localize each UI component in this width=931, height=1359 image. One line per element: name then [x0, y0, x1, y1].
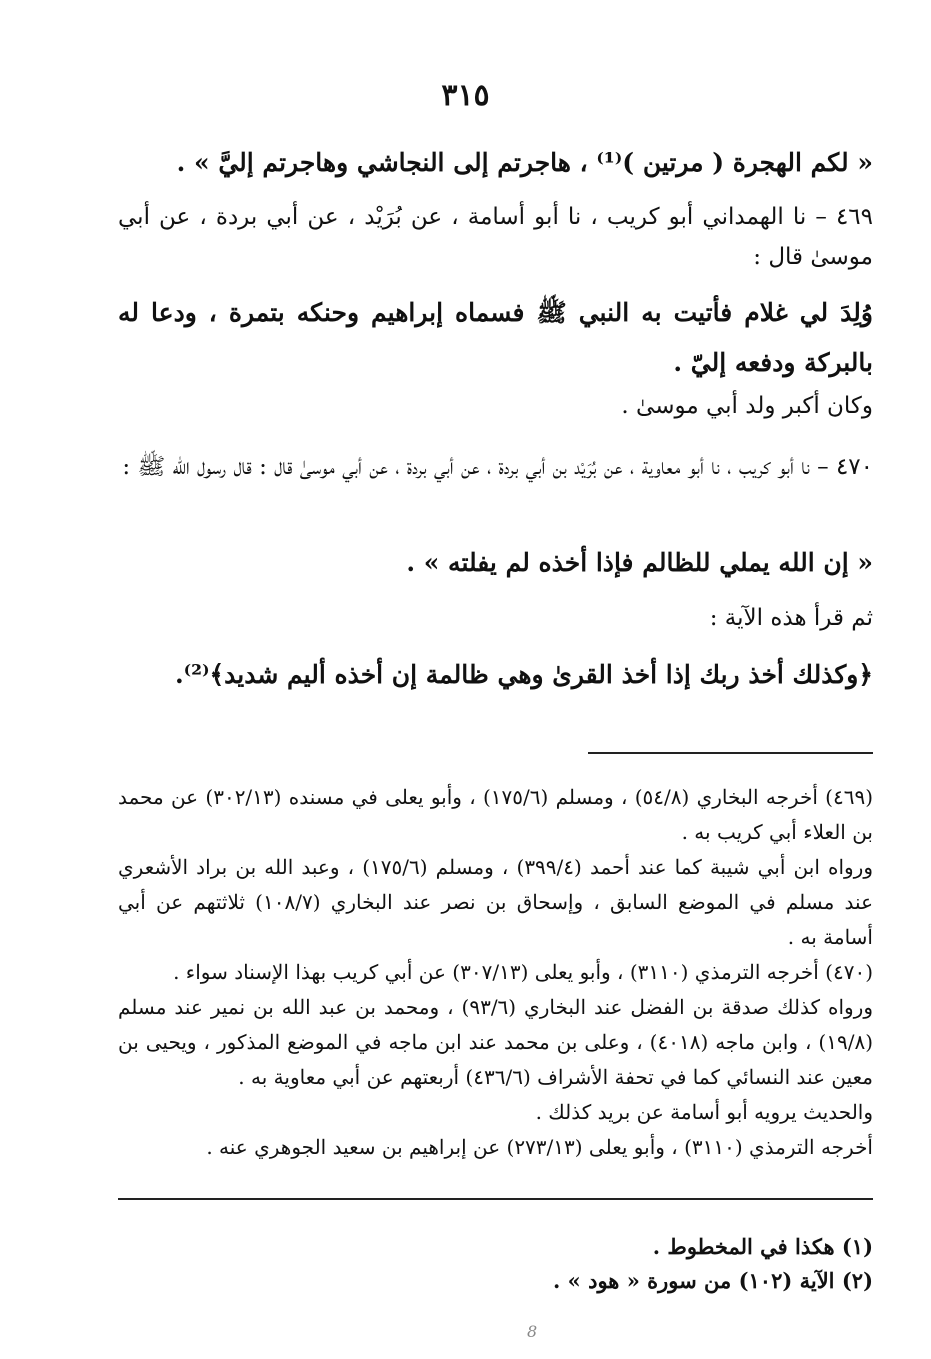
footnote-separator-bottom: [118, 1198, 873, 1200]
hadith-469-text: وُلِدَ لي غلام فأتيت به النبي ﷺ فسماه إبراهيم وحنكه بتمرة ، ودعا له بالبركة ودفعه إليّ .: [118, 298, 873, 377]
footnotes-469: [118, 780, 873, 955]
footnote-470-line: (٤٧٠) أخرجه الترمذي (٣١١٠) ، وأبو يعلى (٣٠٧/١٣) عن أبي كريب بهذا الإسناد سواء .: [173, 960, 873, 984]
top-line: « لكم الهجرة ( مرتين )⁽¹⁾ ، هاجرتم إلى النجاشي وهاجرتم إليَّ » .: [176, 148, 873, 177]
footnote-469-line: ورواه ابن أبي شيبة كما عند أحمد (٣٩٩/٤) ، ومسلم (١٧٥/٦) ، وعبد الله بن براد الأشعري عند مسلم في الموضع السابق ، وإسحاق بن نصر عند البخاري (١٠٨/٧) ثلاثتهم عن أبي أسامة به .: [118, 855, 874, 949]
printer-mark: 8: [527, 1322, 538, 1341]
quran-verse: ﴿وكذلك أخذ ربك إذا أخذ القرىٰ وهي ظالمة إن أخذه أليم شديد﴾⁽²⁾.: [174, 660, 873, 689]
hadith-469-isnad: ٤٦٩ – نا الهمداني أبو كريب ، نا أبو أسامة ، عن بُرَيْد ، عن أبي بردة ، عن أبي موسىٰ قال :: [118, 204, 873, 270]
hadith-470-isnad: ٤٧٠ – نا أبو كريب ، نا أبو معاوية ، عن بُرَيْد بن أبي بردة ، عن أبي بردة ، عن أبي موسىٰ قال : قال رسول الله ﷺ :: [122, 454, 873, 480]
editor-notes: [118, 1230, 873, 1298]
hadith-470-text: « إن الله يملي للظالم فإذا أخذه لم يفلته » .: [406, 548, 873, 577]
footnote-separator-top: [588, 752, 873, 754]
footnote-469-line: (٤٦٩) أخرجه البخاري (٥٤/٨) ، ومسلم (١٧٥/٦) ، وأبو يعلى في مسنده (٣٠٢/١٣) عن محمد بن العلاء أبي كريب به .: [118, 785, 874, 844]
footnote-470-line: أخرجه الترمذي (٣١١٠) ، وأبو يعلى (٢٧٣/١٣) عن إبراهيم بن سعيد الجوهري عنه .: [206, 1135, 873, 1159]
footnote-470-line: ورواه كذلك صدقة بن الفضل عند البخاري (٩٣/٦) ، ومحمد بن عبد الله بن نمير عند مسلم (١٩/٨) ، وابن ماجه (٤٠١٨) ، وعلى بن محمد عند ابن ماجه في الموضع المذكور ، ويحيى بن معين عند النسائي كما في تحفة الأشراف (٤٣٦/٦) أربعتهم عن أبي معاوية به .: [118, 995, 874, 1089]
hadith-469-note: وكان أكبر ولد أبي موسىٰ .: [621, 393, 873, 419]
hadith-470-verse-intro: ثم قرأ هذه الآية :: [709, 605, 873, 631]
note-2: (٢) الآية (١٠٢) من سورة « هود » .: [553, 1268, 873, 1293]
note-1: (١) هكذا في المخطوط .: [652, 1234, 873, 1259]
page-number: ٣١٥: [441, 78, 490, 113]
footnotes-470: [118, 955, 873, 1165]
footnote-470-line: والحديث يرويه أبو أسامة عن بريد كذلك .: [535, 1100, 873, 1124]
